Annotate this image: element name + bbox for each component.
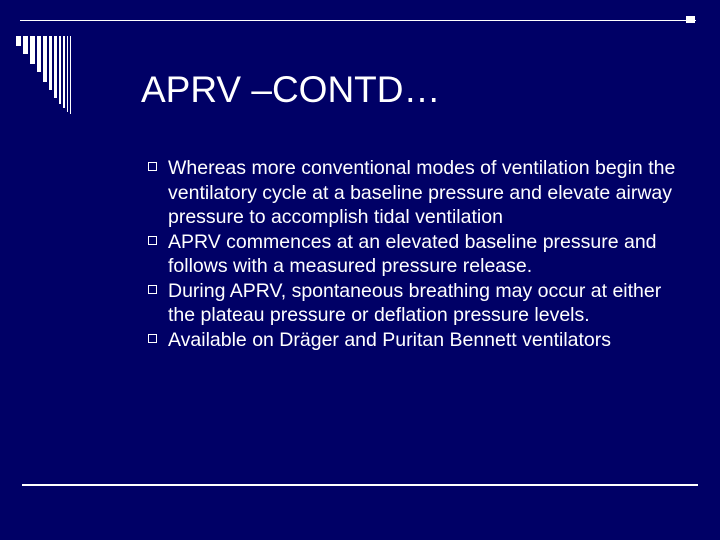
top-rule-end-block	[686, 16, 695, 23]
bar-8	[59, 36, 61, 104]
bullet-text: Available on Dräger and Puritan Bennett ventilators	[168, 328, 611, 351]
bar-5	[43, 36, 47, 82]
hollow-square-icon	[148, 334, 157, 343]
bullet-list	[148, 156, 688, 352]
bar-10	[67, 36, 68, 112]
bullet-text: APRV commences at an elevated baseline pressure and follows with a measured pressure release.	[168, 230, 657, 277]
bullet-text: Whereas more conventional modes of ventilation begin the ventilatory cycle at a baseline pressure and elevate airway pressure to accomplish tidal ventilation	[168, 157, 676, 228]
bar-4	[37, 36, 41, 72]
bar-2	[23, 36, 28, 54]
bullet-item	[148, 156, 688, 230]
bullet-item	[148, 230, 688, 279]
bar-9	[63, 36, 65, 108]
bullet-text: During APRV, spontaneous breathing may occur at either the plateau pressure or deflation pressure levels.	[168, 279, 662, 326]
bar-11	[70, 36, 71, 114]
bar-7	[54, 36, 57, 98]
top-rule	[20, 20, 696, 21]
bullet-item	[148, 328, 688, 353]
bullet-item	[148, 279, 688, 328]
bar-3	[30, 36, 35, 64]
bar-1	[16, 36, 21, 46]
hollow-square-icon	[148, 236, 157, 245]
bottom-rule	[22, 484, 698, 486]
hollow-square-icon	[148, 162, 157, 171]
slide-title: APRV –CONTD…	[141, 69, 441, 110]
hollow-square-icon	[148, 285, 157, 294]
bar-6	[49, 36, 52, 90]
